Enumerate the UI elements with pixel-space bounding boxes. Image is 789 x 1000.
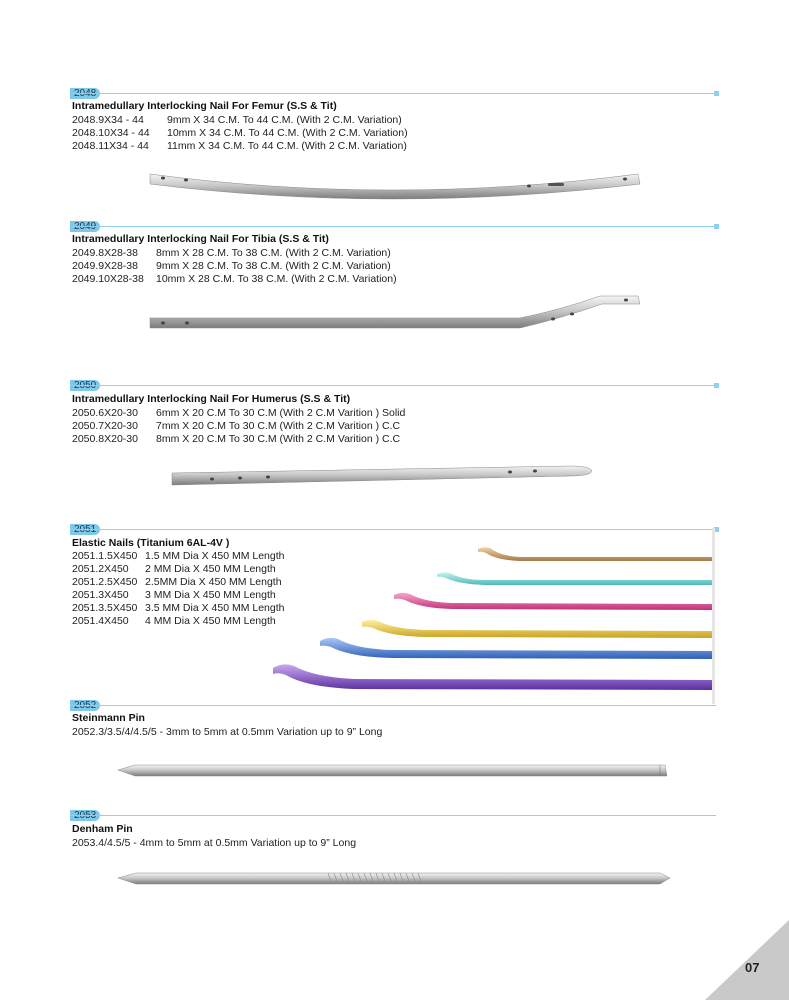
- product-desc: 6mm X 20 C.M To 30 C.M (With 2 C.M Varition ) Solid: [156, 407, 406, 419]
- product-code: 2051.2X450: [72, 563, 129, 575]
- product-code: 2049.8X28-38: [72, 247, 138, 259]
- product-desc: 1.5 MM Dia X 450 MM Length: [145, 550, 285, 562]
- product-desc: 2.5MM Dia X 450 MM Length: [145, 576, 282, 588]
- product-code: 2051.1.5X450: [72, 550, 138, 562]
- product-row: [72, 550, 284, 562]
- product-code: 2050.8X20-30: [72, 433, 138, 445]
- page-number: 07: [745, 960, 760, 975]
- product-desc: 8mm X 20 C.M To 30 C.M (With 2 C.M Varition ) C.C: [156, 433, 401, 445]
- product-title: Steinmann Pin: [72, 712, 145, 724]
- section-rule: [70, 93, 716, 94]
- product-code: 2048.11X34 - 44: [72, 140, 149, 152]
- section-rule: [70, 385, 716, 386]
- product-row: [72, 420, 400, 432]
- product-desc: 3 MM Dia X 450 MM Length: [145, 589, 276, 601]
- product-row: [72, 433, 400, 445]
- rule-end-marker: [714, 383, 719, 388]
- product-title: Intramedullary Interlocking Nail For Humerus (S.S & Tit): [72, 393, 351, 405]
- product-row: [72, 563, 276, 575]
- section-rule: [70, 705, 716, 706]
- product-row: [72, 114, 402, 126]
- rule-end-marker: [714, 527, 719, 532]
- product-desc: 2053.4/4.5/5 - 4mm to 5mm at 0.5mm Variation up to 9” Long: [72, 837, 357, 849]
- product-row: [72, 273, 397, 285]
- product-desc: 2 MM Dia X 450 MM Length: [145, 563, 276, 575]
- product-title: Intramedullary Interlocking Nail For Tibia (S.S & Tit): [72, 233, 329, 245]
- product-desc: 4 MM Dia X 450 MM Length: [145, 615, 276, 627]
- rule-end-marker: [714, 91, 719, 96]
- product-title: Intramedullary Interlocking Nail For Femur (S.S & Tit): [72, 100, 337, 112]
- product-desc: 11mm X 34 C.M. To 44 C.M. (With 2 C.M. Variation): [167, 140, 407, 152]
- product-desc: 2052.3/3.5/4/4.5/5 - 3mm to 5mm at 0.5mm Variation up to 9” Long: [72, 726, 383, 738]
- product-desc: 3.5 MM Dia X 450 MM Length: [145, 602, 285, 614]
- product-desc: 7mm X 20 C.M To 30 C.M (With 2 C.M Varition ) C.C: [156, 420, 401, 432]
- product-code: 2049.9X28-38: [72, 260, 138, 272]
- section-rule: [70, 226, 716, 227]
- product-row: [72, 576, 282, 588]
- product-code: 2048.10X34 - 44: [72, 127, 150, 139]
- product-row: [72, 589, 276, 601]
- rule-end-marker: [714, 224, 719, 229]
- product-desc: 9mm X 34 C.M. To 44 C.M. (With 2 C.M. Variation): [167, 114, 402, 126]
- product-desc: 9mm X 28 C.M. To 38 C.M. (With 2 C.M. Variation): [156, 260, 391, 272]
- product-desc: 8mm X 28 C.M. To 38 C.M. (With 2 C.M. Variation): [156, 247, 391, 259]
- product-code: 2051.3X450: [72, 589, 129, 601]
- section-rule: [70, 529, 716, 530]
- section-rule: [70, 815, 716, 816]
- product-row: [72, 260, 391, 272]
- product-code: 2051.2.5X450: [72, 576, 138, 588]
- product-desc: 10mm X 28 C.M. To 38 C.M. (With 2 C.M. Variation): [156, 273, 397, 285]
- product-row: [72, 615, 276, 627]
- product-row: [72, 127, 408, 139]
- product-row: [72, 140, 407, 152]
- product-title: Elastic Nails (Titanium 6AL-4V ): [72, 537, 230, 549]
- product-code: 2051.4X450: [72, 615, 129, 627]
- product-title: Denham Pin: [72, 823, 133, 835]
- product-row: [72, 407, 405, 419]
- product-row: [72, 602, 284, 614]
- product-code: 2049.10X28-38: [72, 273, 144, 285]
- product-code: 2048.9X34 - 44: [72, 114, 144, 126]
- product-code: 2050.7X20-30: [72, 420, 138, 432]
- product-row: [72, 247, 391, 259]
- product-code: 2051.3.5X450: [72, 602, 138, 614]
- product-desc: 10mm X 34 C.M. To 44 C.M. (With 2 C.M. Variation): [167, 127, 408, 139]
- product-code: 2050.6X20-30: [72, 407, 138, 419]
